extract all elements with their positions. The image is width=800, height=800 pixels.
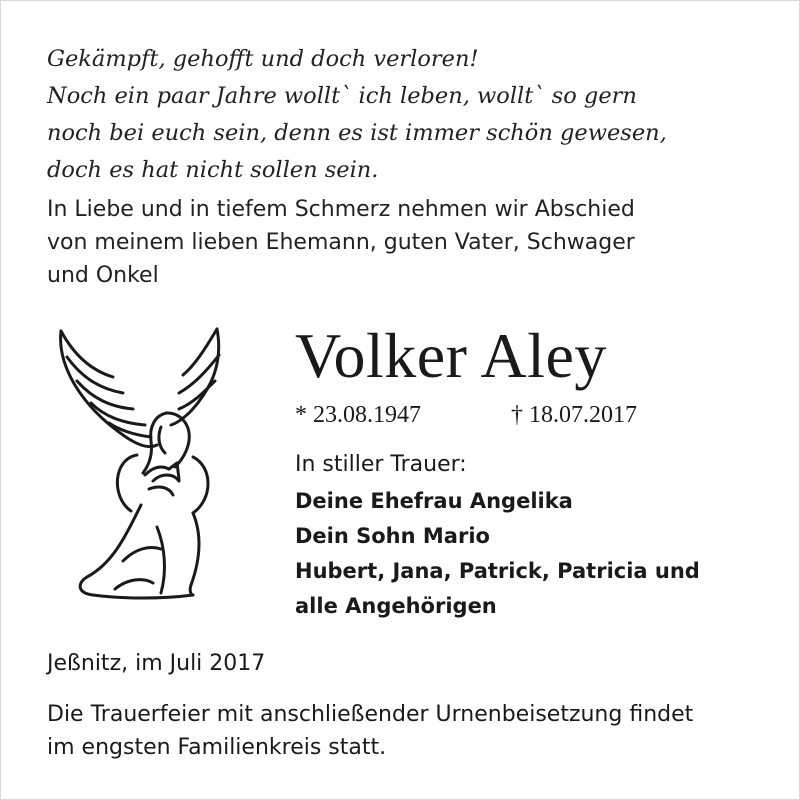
funeral-info-line: Die Trauerfeier mit anschließender Urnenbeisetzung findet bbox=[47, 702, 694, 727]
poem-line: doch es hat nicht sollen sein. bbox=[47, 157, 379, 183]
mourner-line: Dein Sohn Mario bbox=[295, 524, 490, 548]
funeral-info-line: im engsten Familienkreis statt. bbox=[47, 735, 387, 760]
farewell-intro bbox=[47, 193, 767, 292]
mourner-line: Hubert, Jana, Patrick, Patricia und bbox=[295, 559, 700, 583]
mourner-line: alle Angehörigen bbox=[295, 594, 497, 618]
praying-angel-icon bbox=[53, 327, 233, 605]
death-date: † 18.07.2017 bbox=[511, 402, 637, 428]
intro-line: und Onkel bbox=[47, 263, 159, 288]
intro-line: von meinem lieben Ehemann, guten Vater, Schwager bbox=[47, 230, 635, 255]
birth-date: * 23.08.1947 bbox=[295, 402, 421, 428]
intro-line: In Liebe und in tiefem Schmerz nehmen wir Abschied bbox=[47, 197, 635, 222]
poem-line: Noch ein paar Jahre wollt` ich leben, wollt` so gern bbox=[47, 83, 637, 109]
poem-line: Gekämpft, gehofft und doch verloren! bbox=[47, 46, 479, 72]
place-and-date: Jeßnitz, im Juli 2017 bbox=[47, 651, 266, 676]
mourner-line: Deine Ehefrau Angelika bbox=[295, 489, 573, 513]
mourners-list bbox=[295, 484, 775, 624]
life-dates bbox=[295, 399, 775, 431]
deceased-name: Volker Aley bbox=[295, 320, 607, 391]
funeral-info bbox=[47, 698, 767, 764]
memorial-poem bbox=[47, 41, 767, 189]
poem-line: noch bei euch sein, denn es ist immer schön gewesen, bbox=[47, 120, 667, 146]
mourners-label: In stiller Trauer: bbox=[295, 452, 467, 477]
